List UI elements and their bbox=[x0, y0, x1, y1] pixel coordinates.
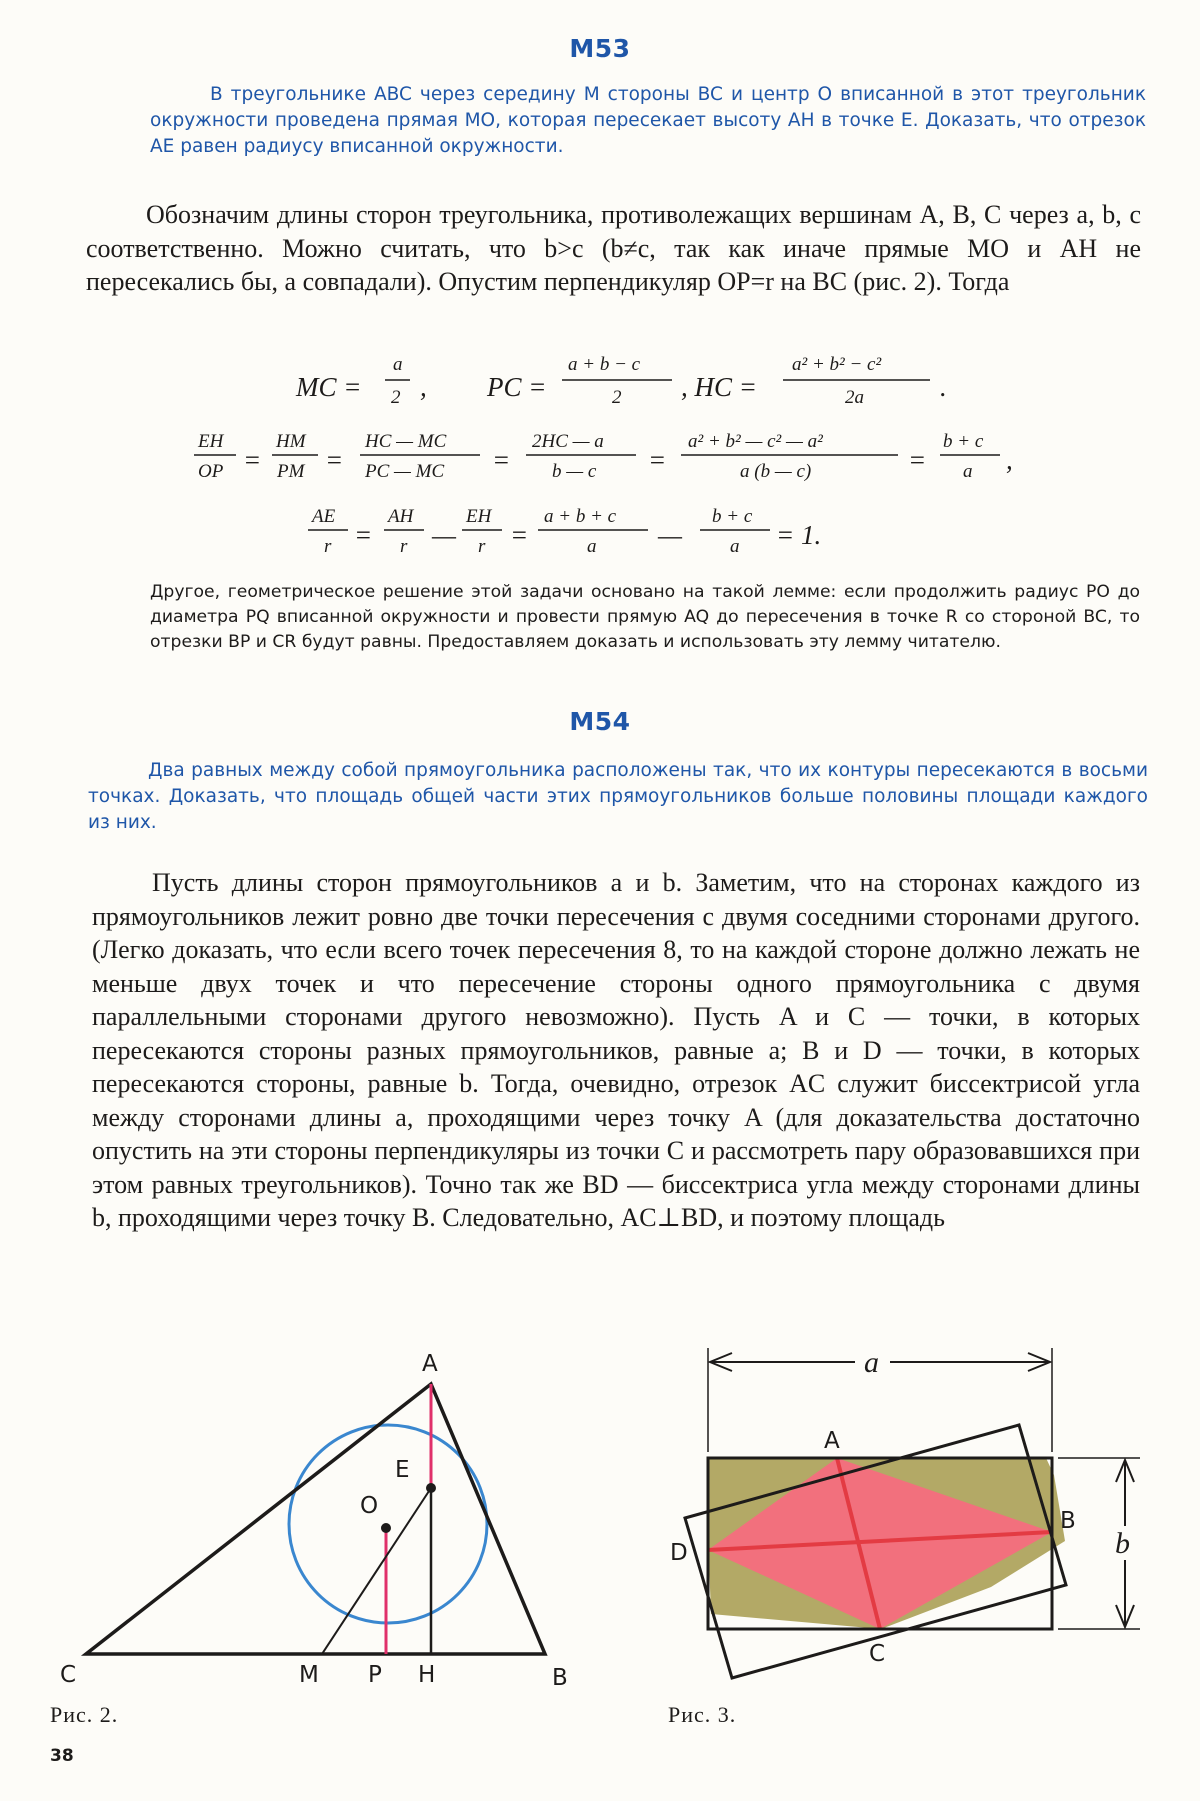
svg-text:b — c: b — c bbox=[552, 461, 597, 482]
point-e bbox=[426, 1483, 436, 1493]
svg-text:a² + b² − c²: a² + b² − c² bbox=[792, 354, 882, 375]
problem-m53-solution: Обозначим длины сторон треугольника, противолежащих вершинам A, B, C через a, b, c соответственно. Можно считать, что b>c (b≠c, так как иначе прямые MO и AH не пересекались бы, а совпадали). Опустим перпендикуляр OP=r на BC (рис. 2). Тогда bbox=[86, 200, 1141, 296]
svg-text:AH: AH bbox=[388, 506, 414, 527]
formula-line3-render bbox=[308, 506, 821, 557]
svg-text:—: — bbox=[658, 520, 683, 550]
svg-text:=: = bbox=[648, 445, 667, 475]
label-point-c: C bbox=[869, 1641, 886, 1667]
label-point-d: D bbox=[670, 1540, 688, 1566]
label-c: C bbox=[60, 1662, 77, 1688]
svg-text:,: , bbox=[1006, 445, 1013, 475]
svg-text:HC — MC: HC — MC bbox=[365, 431, 447, 452]
svg-text:2a: 2a bbox=[845, 387, 864, 408]
formula-line2-render bbox=[194, 431, 1013, 482]
svg-text:=: = bbox=[908, 445, 927, 475]
label-p: P bbox=[368, 1662, 382, 1688]
svg-text:,: , bbox=[420, 372, 427, 402]
label-h: H bbox=[418, 1662, 436, 1688]
figure-3-caption: Рис. 3. bbox=[668, 1702, 737, 1727]
problem-m53-title: M53 bbox=[569, 34, 631, 63]
svg-text:a (b — c): a (b — c) bbox=[740, 461, 812, 482]
svg-text:PC — MC: PC — MC bbox=[365, 461, 445, 482]
svg-text:, HC =: , HC = bbox=[681, 372, 757, 402]
svg-text:=: = bbox=[354, 520, 373, 550]
formula-line1-render bbox=[295, 354, 947, 408]
label-e: E bbox=[395, 1457, 410, 1483]
problem-m53-formulas bbox=[0, 345, 1200, 560]
point-o bbox=[381, 1523, 391, 1533]
svg-text:HM: HM bbox=[276, 431, 306, 452]
svg-text:a: a bbox=[963, 461, 973, 482]
svg-text:PC =: PC = bbox=[487, 372, 547, 402]
svg-text:r: r bbox=[324, 536, 332, 557]
problem-m54-title: M54 bbox=[569, 707, 631, 736]
svg-text:=: = bbox=[243, 445, 262, 475]
svg-text:a + b − c: a + b − c bbox=[568, 354, 641, 375]
svg-text:b + c: b + c bbox=[943, 431, 984, 452]
figure-2 bbox=[40, 1325, 600, 1710]
svg-text:=: = bbox=[510, 520, 529, 550]
svg-text:a: a bbox=[393, 354, 403, 375]
svg-text:2: 2 bbox=[612, 387, 622, 408]
problem-m53-statement: В треугольнике ABC через середину M стороны BC и центр O вписанной в этот треугольник окружности проведена прямая MO, которая пересекает высоту AH в точке E. Доказать, что отрезок AE равен радиусу вписанной окружности. bbox=[150, 84, 1146, 157]
svg-text:EH: EH bbox=[466, 506, 492, 527]
svg-text:EH: EH bbox=[198, 431, 224, 452]
svg-text:PM: PM bbox=[277, 461, 305, 482]
triangle-abc bbox=[86, 1384, 545, 1654]
svg-text:a² + b² — c² — a²: a² + b² — c² — a² bbox=[688, 431, 823, 452]
svg-text:a + b + c: a + b + c bbox=[544, 506, 617, 527]
svg-text:MC =: MC = bbox=[296, 372, 362, 402]
svg-text:OP: OP bbox=[198, 461, 224, 482]
svg-text:a: a bbox=[587, 536, 597, 557]
svg-text:2HC — a: 2HC — a bbox=[532, 431, 604, 452]
svg-text:b + c: b + c bbox=[712, 506, 753, 527]
svg-text:2: 2 bbox=[391, 387, 401, 408]
figure-2-caption: Рис. 2. bbox=[50, 1702, 119, 1727]
svg-text:a: a bbox=[730, 536, 740, 557]
problem-m53-remark: Другое, геометрическое решение этой задачи основано на такой лемме: если продолжить радиус PO до диаметра PQ вписанной окружности и провести прямую AQ до пересечения в точке R со стороной BC, то отрезки BP и CR будут равны. Предоставляем доказать и использовать эту лемму читателю. bbox=[150, 582, 1140, 652]
svg-text:= 1.: = 1. bbox=[776, 520, 822, 550]
svg-text:r: r bbox=[478, 536, 486, 557]
problem-m54-solution: Пусть длины сторон прямоугольников a и b. Заметим, что на сторонах каждого из прямоугольников лежит ровно две точки пересечения с двумя соседними сторонами другого. (Легко доказать, что если всего точек пересечения 8, то на каждой стороне должно лежать не меньше двух точек и что пересечение стороны одного прямоугольника с двумя параллельными сторонами другого невозможно). Пусть A и C — точки, в которых пересекаются стороны разных прямоугольников, равные a; B и D — точки, в которых пересекаются стороны, равные b. Тогда, очевидно, отрезок AC служит биссектрисой угла между сторонами длины a, проходящими через точку A (для доказательства достаточно опустить на эти стороны перпендикуляры из точки C и рассмотреть пару образовавшихся при этом равных треугольников). Точно так же BD — биссектриса угла между сторонами длины b, проходящими через точку B. Следовательно, AC⊥BD, и поэтому площадь bbox=[92, 868, 1140, 1232]
label-point-a: A bbox=[824, 1428, 840, 1454]
label-b: B bbox=[552, 1665, 568, 1691]
label-m: M bbox=[299, 1662, 319, 1688]
svg-text:.: . bbox=[940, 372, 947, 402]
label-a: A bbox=[422, 1351, 438, 1377]
label-o: O bbox=[360, 1493, 379, 1519]
svg-text:—: — bbox=[432, 520, 457, 550]
svg-text:=: = bbox=[325, 445, 344, 475]
label-point-b: B bbox=[1060, 1508, 1076, 1534]
problem-m54-statement: Два равных между собой прямоугольника расположены так, что их контуры пересекаются в восьми точках. Доказать, что площадь общей части этих прямоугольников больше половины площади каждого из них. bbox=[88, 760, 1148, 833]
svg-text:AE: AE bbox=[312, 506, 336, 527]
svg-text:=: = bbox=[492, 445, 511, 475]
svg-text:r: r bbox=[400, 536, 408, 557]
page-number: 38 bbox=[50, 1746, 74, 1766]
label-dim-b: b bbox=[1115, 1527, 1130, 1560]
figure-3 bbox=[640, 1320, 1180, 1720]
label-dim-a: a bbox=[864, 1346, 879, 1379]
